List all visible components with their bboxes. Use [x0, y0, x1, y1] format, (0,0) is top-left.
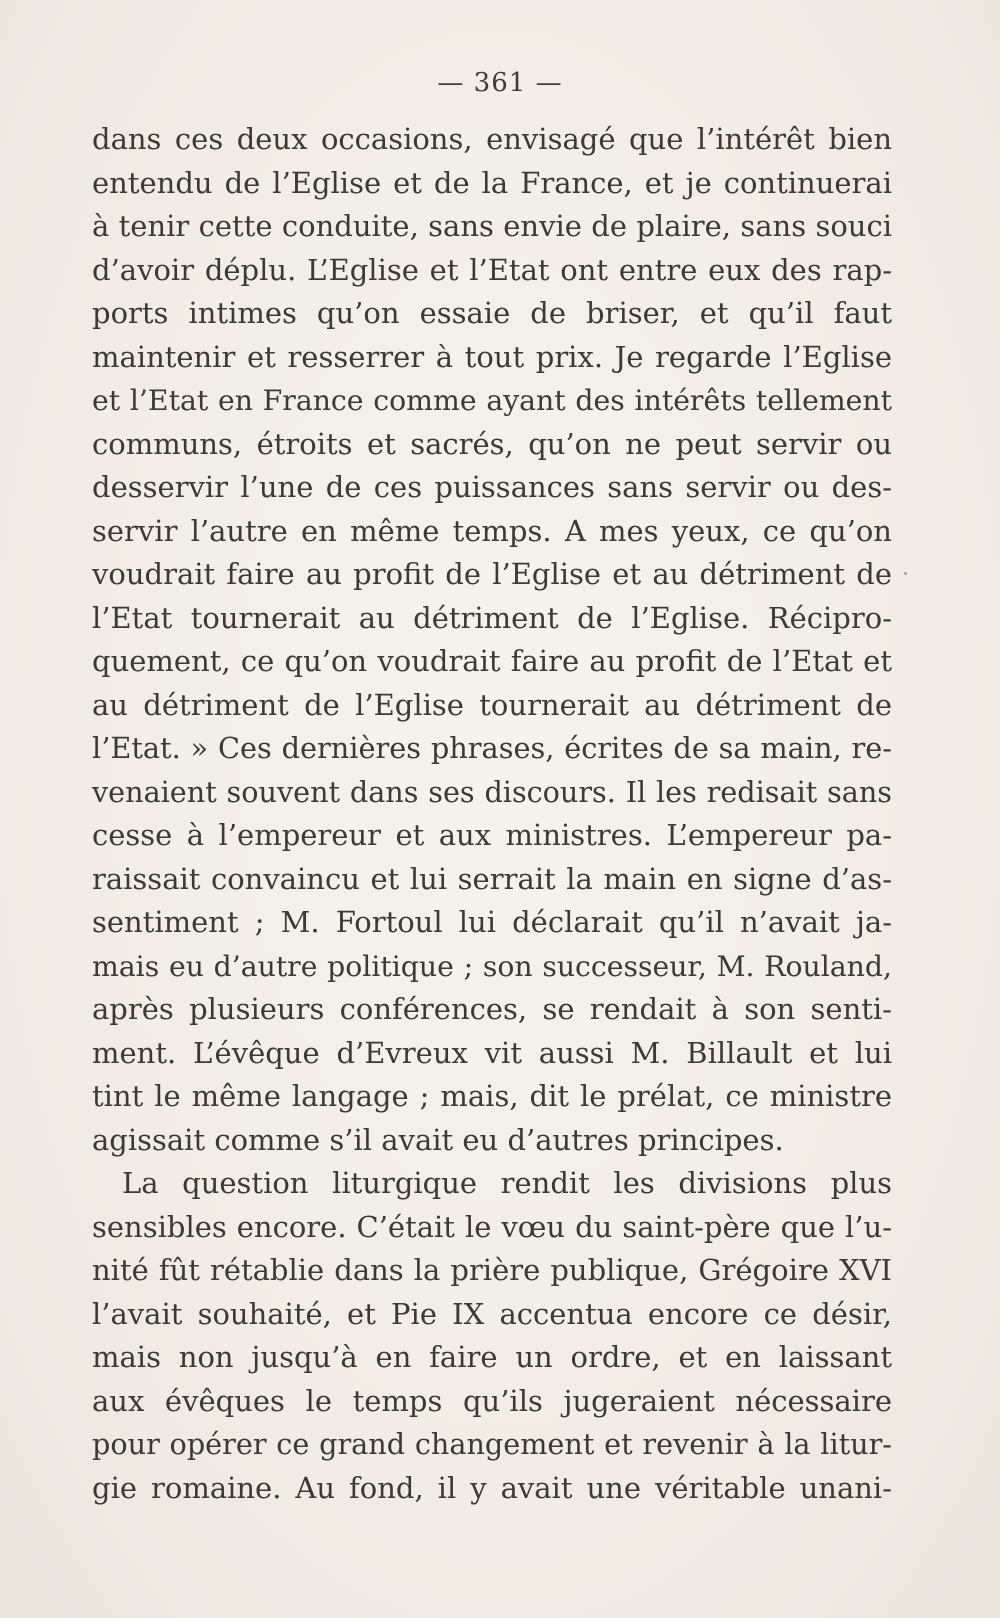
- text-line: entendu de l’Eglise et de la France, et je continuerai: [92, 165, 892, 200]
- text-line: quement, ce qu’on voudrait faire au profit de l’Etat et: [92, 644, 892, 678]
- body-text: [92, 118, 892, 1510]
- text-line: d’avoir déplu. L’Eglise et l’Etat ont entre eux des rap-: [92, 252, 892, 287]
- text-line: servir l’autre en même temps. A mes yeux, ce qu’on: [92, 513, 892, 548]
- text-line: cesse à l’empereur et aux ministres. L’empereur pa-: [92, 818, 892, 852]
- paper-speck: [904, 572, 907, 575]
- text-line: raissait convaincu et lui serrait la main en signe d’as-: [92, 861, 892, 896]
- text-line: mais eu d’autre politique ; son successeur, M. Rouland,: [92, 949, 892, 983]
- text-line: mais non jusqu’à en faire un ordre, et en laissant: [92, 1340, 892, 1374]
- text-line: dans ces deux occasions, envisagé que l’intérêt bien: [92, 122, 892, 156]
- text-line: l’Etat. » Ces dernières phrases, écrites de sa main, re-: [92, 731, 892, 765]
- text-line: maintenir et resserrer à tout prix. Je regarde l’Eglise: [92, 339, 892, 374]
- text-line: aux évêques le temps qu’ils jugeraient nécessaire: [92, 1383, 892, 1418]
- text-line: tint le même langage ; mais, dit le prélat, ce ministre: [92, 1079, 892, 1113]
- text-line: ment. L’évêque d’Evreux vit aussi M. Billault et lui: [92, 1035, 892, 1070]
- text-line: desservir l’une de ces puissances sans servir ou des-: [92, 470, 892, 504]
- text-line: nité fût rétablie dans la prière publique, Grégoire XVI: [92, 1253, 892, 1287]
- text-line: l’Etat tournerait au détriment de l’Eglise. Récipro-: [92, 600, 892, 635]
- text-line: gie romaine. Au fond, il y avait une véritable unani-: [92, 1470, 892, 1505]
- paragraph-start-line: La question liturgique rendit les divisions plus: [122, 1166, 892, 1200]
- text-line: au détriment de l’Eglise tournerait au détriment de: [92, 687, 892, 722]
- text-line: sentiment ; M. Fortoul lui déclarait qu’il n’avait ja-: [92, 905, 892, 939]
- text-line: pour opérer ce grand changement et revenir à la litur-: [92, 1427, 892, 1461]
- text-line: venaient souvent dans ses discours. Il les redisait sans: [92, 774, 892, 809]
- page-number: — 361 —: [437, 68, 563, 98]
- text-line: communs, étroits et sacrés, qu’on ne peut servir ou: [92, 426, 892, 461]
- text-line: et l’Etat en France comme ayant des intérêts tellement: [92, 384, 892, 417]
- text-line: après plusieurs conférences, se rendait à son senti-: [92, 992, 892, 1026]
- paragraph-end-line: agissait comme s’il avait eu d’autres principes.: [92, 1122, 784, 1157]
- text-line: ports intimes qu’on essaie de briser, et qu’il faut: [92, 296, 892, 330]
- text-line: à tenir cette conduite, sans envie de plaire, sans souci: [92, 209, 892, 243]
- text-line: l’avait souhaité, et Pie IX accentua encore ce désir,: [92, 1296, 892, 1331]
- text-line: voudrait faire au profit de l’Eglise et au détriment de: [92, 557, 892, 591]
- text-line: sensibles encore. C’était le vœu du saint-père que l’u-: [92, 1209, 892, 1244]
